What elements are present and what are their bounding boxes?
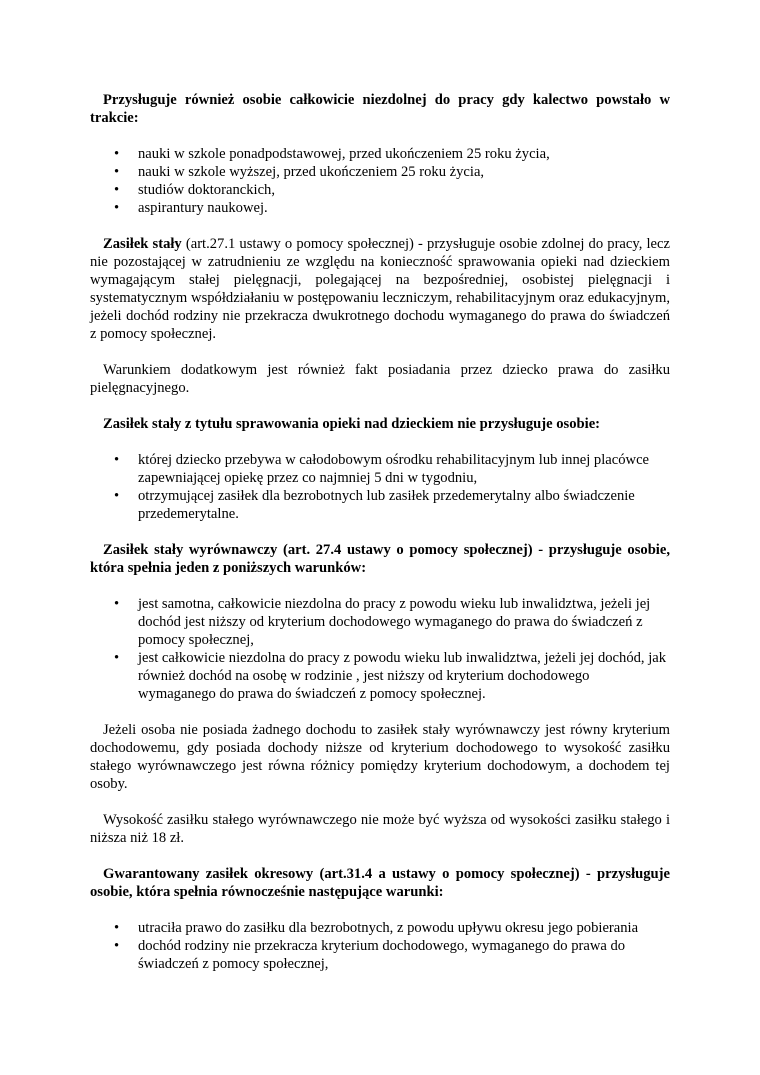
list-item: • nauki w szkole ponadpodstawowej, przed ukończeniem 25 roku życia, (90, 145, 670, 163)
list-not-entitled (90, 451, 670, 523)
paragraph-additional-condition: Warunkiem dodatkowym jest również fakt posiadania przez dziecko prawa do zasiłku pielęgnacyjnego. (90, 362, 670, 396)
term-permanent-allowance: Zasiłek stały (103, 236, 182, 252)
list-item: • jest samotna, całkowicie niezdolna do pracy z powodu wieku lub inwalidztwa, jeżeli jej dochód jest niższy od kryterium dochodowego wymaganego do prawa do świadczeń z pomocy społecznej, (90, 595, 670, 649)
paragraph-permanent-allowance (90, 235, 670, 343)
paragraph-text: (art.27.1 ustawy o pomocy społecznej) - przysługuje osobie zdolnej do pracy, lecz nie pozostającej w zatrudnieniu ze względu na konieczność sprawowania opieki nad dzieckiem wymagającym stałej pielęgnacji, polegającej na bezpośredniej, osobistej pielęgnacji i systematycznym współdziałaniu w postępowaniu leczniczym, rehabilitacyjnym oraz edukacyjnym, jeżeli dochód rodziny nie przekracza dwukrotnego dochodu wymaganego do prawa do świadczeń z pomocy społecznej. (90, 236, 670, 342)
list-item: • studiów doktoranckich, (90, 181, 670, 199)
list-item: • utraciła prawo do zasiłku dla bezrobotnych, z powodu upływu okresu jego pobierania (90, 919, 670, 937)
list-item: • aspirantury naukowej. (90, 199, 670, 217)
heading-compensatory-allowance: Zasiłek stały wyrównawczy (art. 27.4 ustawy o pomocy społecznej) - przysługuje osobie, która spełnia jeden z poniższych warunków: (90, 542, 670, 576)
list-studies (90, 145, 670, 217)
list-item: • otrzymującej zasiłek dla bezrobotnych lub zasiłek przedemerytalny albo świadczenie przedemerytalne. (90, 487, 670, 523)
paragraph-allowance-amount: Jeżeli osoba nie posiada żadnego dochodu to zasiłek stały wyrównawczy jest równy kryterium dochodowemu, gdy posiada dochody niższe od kryterium dochodowego to wysokość zasiłku stałego wyrównawczego jest równa różnicy pomiędzy kryterium dochodowym, a dochodem tej osoby. (90, 722, 670, 792)
heading-guaranteed-allowance: Gwarantowany zasiłek okresowy (art.31.4 a ustawy o pomocy społecznej) - przysługuje osobie, która spełnia równocześnie następujące warunki: (90, 866, 670, 900)
list-item: • jest całkowicie niezdolna do pracy z powodu wieku lub inwalidztwa, jeżeli jej dochód, jak również dochód na osobę w rodzinie , jest niższy od kryterium dochodowego wymaganego do prawa do świadczeń z pomocy społecznej. (90, 649, 670, 703)
paragraph-allowance-limits: Wysokość zasiłku stałego wyrównawczego nie może być wyższa od wysokości zasiłku stałego i niższa niż 18 zł. (90, 812, 670, 846)
list-item: • nauki w szkole wyższej, przed ukończeniem 25 roku życia, (90, 163, 670, 181)
list-item: • dochód rodziny nie przekracza kryterium dochodowego, wymaganego do prawa do świadczeń z pomocy społecznej, (90, 937, 670, 973)
list-item: • której dziecko przebywa w całodobowym ośrodku rehabilitacyjnym lub innej placówce zapewniającej opiekę przez co najmniej 5 dni w tygodniu, (90, 451, 670, 487)
heading-disability-during-studies: Przysługuje również osobie całkowicie niezdolnej do pracy gdy kalectwo powstało w trakcie: (90, 92, 670, 126)
heading-not-entitled: Zasiłek stały z tytułu sprawowania opieki nad dzieckiem nie przysługuje osobie: (103, 416, 601, 432)
list-guaranteed-conditions (90, 919, 670, 973)
list-compensatory-conditions (90, 595, 670, 703)
document-body (90, 91, 670, 973)
